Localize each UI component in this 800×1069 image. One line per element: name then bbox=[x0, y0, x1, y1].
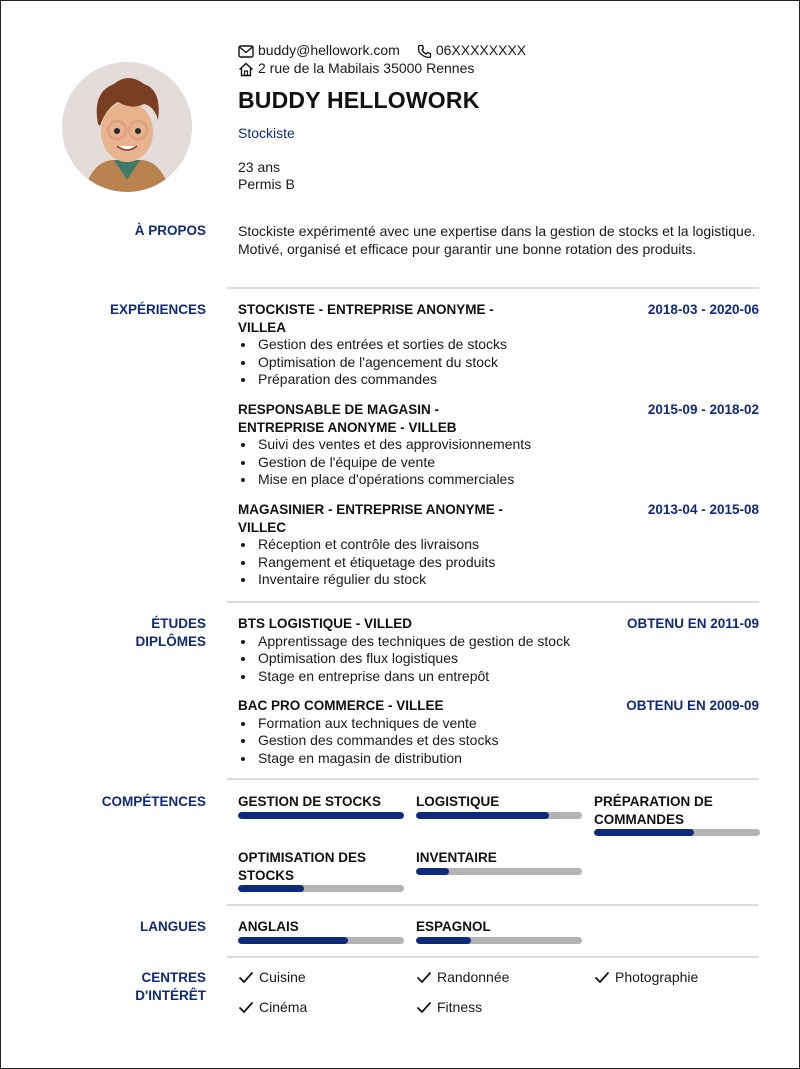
list-item: Optimisation des flux logistiques bbox=[238, 650, 759, 668]
experience-title: RESPONSABLE DE MAGASIN - ENTREPRISE ANONYME - VILLEB bbox=[238, 402, 457, 435]
skill-level-bar bbox=[416, 868, 582, 875]
skill-name: PRÉPARATION DE COMMANDES bbox=[594, 794, 713, 827]
list-item: Gestion de l'équipe de vente bbox=[238, 454, 759, 472]
person-name: BUDDY HELLOWORK bbox=[238, 87, 480, 113]
contact-row-2 bbox=[238, 60, 758, 78]
experience-entry bbox=[238, 301, 759, 389]
skill-item bbox=[238, 849, 404, 892]
language-name: ESPAGNOL bbox=[416, 919, 491, 934]
experience-entry bbox=[238, 401, 759, 489]
job-title: Stockiste bbox=[238, 125, 295, 141]
education-entry bbox=[238, 615, 759, 685]
check-icon bbox=[238, 971, 254, 984]
interest-item bbox=[416, 969, 509, 987]
skill-level-bar bbox=[594, 829, 760, 836]
skill-level-bar bbox=[416, 812, 582, 819]
language-level-fill bbox=[416, 937, 471, 944]
check-icon bbox=[416, 1001, 432, 1014]
age: 23 ans bbox=[238, 159, 281, 175]
list-item: Suivi des ventes et des approvisionnements bbox=[238, 436, 759, 454]
skill-level-fill bbox=[416, 812, 549, 819]
list-item: Formation aux techniques de vente bbox=[238, 715, 759, 733]
list-item: Apprentissage des techniques de gestion de stock bbox=[238, 633, 759, 651]
language-level-bar bbox=[238, 937, 404, 944]
experience-bullets bbox=[238, 336, 759, 389]
education-date: OBTENU EN 2009-09 bbox=[626, 698, 759, 713]
experience-bullets bbox=[238, 436, 759, 489]
section-label-skills: COMPÉTENCES bbox=[101, 794, 206, 809]
skill-level-fill bbox=[594, 829, 694, 836]
education-title: BTS LOGISTIQUE - VILLED bbox=[238, 616, 413, 631]
divider bbox=[227, 956, 759, 958]
experience-date: 2013-04 - 2015-08 bbox=[647, 502, 759, 517]
list-item: Gestion des entrées et sorties de stocks bbox=[238, 336, 759, 354]
interest-item bbox=[238, 969, 306, 987]
skill-item bbox=[416, 849, 582, 875]
skill-name: LOGISTIQUE bbox=[416, 794, 500, 809]
list-item: Gestion des commandes et des stocks bbox=[238, 732, 759, 750]
section-label-experiences: EXPÉRIENCES bbox=[109, 302, 206, 317]
email-item[interactable] bbox=[238, 42, 400, 60]
interest-label: Cuisine bbox=[259, 969, 306, 985]
section-label-interests: CENTRES D'INTÉRÊT bbox=[135, 970, 206, 1003]
experience-date: 2015-09 - 2018-02 bbox=[647, 402, 759, 417]
skill-level-bar bbox=[238, 812, 404, 819]
interest-label: Cinéma bbox=[259, 999, 308, 1015]
skill-name: INVENTAIRE bbox=[416, 850, 497, 865]
list-item: Préparation des commandes bbox=[238, 371, 759, 389]
interest-label: Fitness bbox=[437, 999, 483, 1015]
interest-item bbox=[594, 969, 698, 987]
list-item: Mise en place d'opérations commerciales bbox=[238, 471, 759, 489]
list-item: Stage en entreprise dans un entrepôt bbox=[238, 668, 759, 686]
education-title: BAC PRO COMMERCE - VILLEE bbox=[238, 698, 444, 713]
check-icon bbox=[594, 971, 610, 984]
address-item bbox=[238, 60, 474, 78]
interest-item bbox=[238, 999, 307, 1017]
experience-bullets bbox=[238, 536, 759, 589]
divider bbox=[227, 601, 759, 603]
language-name: ANGLAIS bbox=[238, 919, 299, 934]
interest-label: Photographie bbox=[615, 969, 699, 985]
experience-title: MAGASINIER - ENTREPRISE ANONYME - VILLEC bbox=[238, 502, 504, 535]
list-item: Stage en magasin de distribution bbox=[238, 750, 759, 768]
language-level-bar bbox=[416, 937, 582, 944]
email-text: buddy@hellowork.com bbox=[258, 42, 400, 59]
list-item: Réception et contrôle des livraisons bbox=[238, 536, 759, 554]
education-entry bbox=[238, 697, 759, 767]
language-level-fill bbox=[238, 937, 348, 944]
skill-name: OPTIMISATION DES STOCKS bbox=[238, 850, 367, 883]
experience-entry bbox=[238, 501, 759, 589]
skill-item bbox=[238, 793, 404, 819]
driving-licence: Permis B bbox=[238, 176, 295, 192]
language-item bbox=[238, 918, 404, 944]
skill-level-fill bbox=[416, 868, 449, 875]
skill-level-fill bbox=[238, 812, 404, 819]
education-bullets bbox=[238, 715, 759, 768]
section-label-about: À PROPOS bbox=[134, 223, 206, 238]
avatar bbox=[62, 62, 192, 192]
list-item: Inventaire régulier du stock bbox=[238, 571, 759, 589]
contact-row-1 bbox=[238, 42, 758, 60]
education-date: OBTENU EN 2011-09 bbox=[626, 616, 759, 631]
phone-icon bbox=[417, 44, 432, 59]
home-icon bbox=[238, 62, 254, 77]
section-label-education: ÉTUDES DIPLÔMES bbox=[135, 616, 206, 649]
language-item bbox=[416, 918, 582, 944]
divider bbox=[227, 778, 759, 780]
list-item: Rangement et étiquetage des produits bbox=[238, 554, 759, 572]
skill-name: GESTION DE STOCKS bbox=[238, 794, 382, 809]
divider bbox=[227, 287, 759, 289]
skill-level-bar bbox=[238, 885, 404, 892]
envelope-icon bbox=[238, 45, 254, 58]
phone-item[interactable] bbox=[417, 42, 526, 60]
check-icon bbox=[416, 971, 432, 984]
section-label-languages: LANGUES bbox=[139, 919, 206, 934]
skill-item bbox=[594, 793, 760, 836]
interest-label: Randonnée bbox=[437, 969, 510, 985]
check-icon bbox=[238, 1001, 254, 1014]
skill-item bbox=[416, 793, 582, 819]
address-text: 2 rue de la Mabilais 35000 Rennes bbox=[258, 60, 475, 77]
education-bullets bbox=[238, 633, 759, 686]
about-text: Stockiste expérimenté avec une expertise dans la gestion de stocks et la logistique. Motivé, organisé et efficace pour garantir une bonne rotation des produits. bbox=[238, 223, 756, 257]
experience-title: STOCKISTE - ENTREPRISE ANONYME - VILLEA bbox=[238, 302, 494, 335]
experience-date: 2018-03 - 2020-06 bbox=[647, 302, 759, 317]
phone-text: 06XXXXXXXX bbox=[435, 42, 527, 59]
contact-info bbox=[238, 42, 758, 78]
list-item: Optimisation de l'agencement du stock bbox=[238, 354, 759, 372]
interest-item bbox=[416, 999, 482, 1017]
divider bbox=[227, 904, 759, 906]
skill-level-fill bbox=[238, 885, 304, 892]
